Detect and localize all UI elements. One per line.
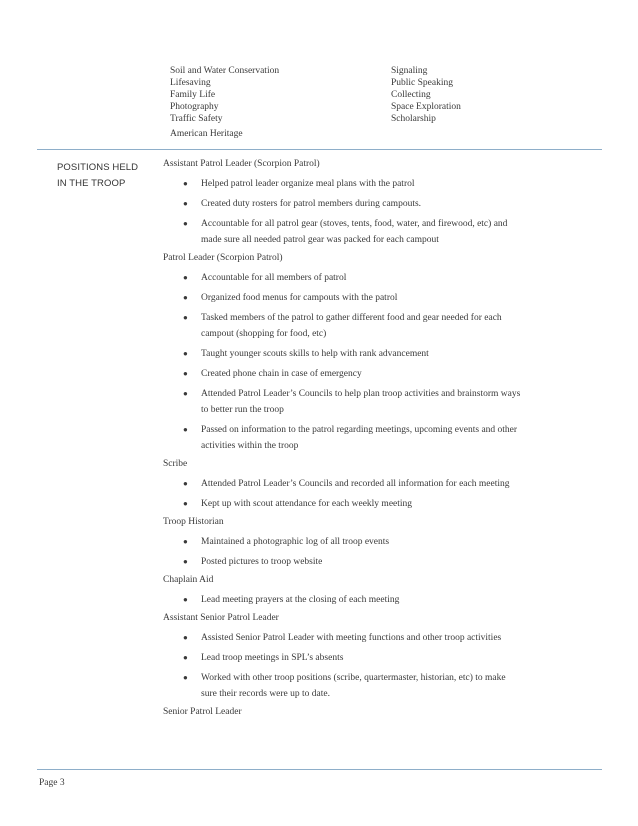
section-heading (57, 160, 138, 192)
duty-text: Assisted Senior Patrol Leader with meeting functions and other troop activities (201, 633, 502, 643)
bullet-icon: ● (183, 425, 188, 434)
position-title: Patrol Leader (Scorpion Patrol) (163, 253, 283, 263)
merit-badge-item: Photography (170, 102, 219, 112)
bullet-icon: ● (183, 633, 188, 642)
bullet-icon: ● (183, 313, 188, 322)
duty-text: Attended Patrol Leader’s Councils to help plan troop activities and brainstorm ways to better run the troop (201, 389, 521, 415)
position-entry (163, 612, 523, 702)
position-entry (163, 252, 523, 454)
merit-badge-item: Soil and Water Conservation (170, 66, 280, 76)
duty-text: Helped patrol leader organize meal plans with the patrol (201, 179, 415, 189)
duty-text: Created duty rosters for patrol members during campouts. (201, 199, 422, 209)
merit-badge-item: Collecting (391, 90, 431, 100)
duty-list-item (163, 650, 523, 666)
duty-text: Lead meeting prayers at the closing of each meeting (201, 595, 400, 605)
duty-text: Organized food menus for campouts with the patrol (201, 293, 398, 303)
duty-list-item (163, 176, 523, 192)
duty-list-item (163, 290, 523, 306)
duty-text: Tasked members of the patrol to gather different food and gear needed for each campout (shopping for food, etc) (201, 313, 502, 339)
bullet-icon: ● (183, 349, 188, 358)
duty-text: Attended Patrol Leader’s Councils and recorded all information for each meeting (201, 479, 510, 489)
position-title: Troop Historian (163, 517, 224, 527)
footer-divider (37, 769, 602, 770)
merit-badge-item: Lifesaving (170, 78, 211, 88)
duty-list-item (163, 554, 523, 570)
merit-badge-item: Family Life (170, 90, 216, 100)
bullet-icon: ● (183, 673, 188, 682)
duty-text: Accountable for all members of patrol (201, 273, 347, 283)
section-heading-line-2: IN THE TROOP (57, 178, 126, 189)
duty-list-item (163, 630, 523, 646)
duty-list-item (163, 366, 523, 382)
bullet-icon: ● (183, 389, 188, 398)
merit-badge-item: Public Speaking (391, 78, 454, 88)
positions-list (163, 158, 523, 724)
bullet-icon: ● (183, 595, 188, 604)
duty-list-item (163, 534, 523, 550)
duty-list-item (163, 592, 523, 608)
position-entry (163, 458, 523, 512)
position-entry (163, 706, 523, 718)
page-number: Page 3 (39, 778, 65, 788)
position-title: Assistant Senior Patrol Leader (163, 613, 279, 623)
duty-text: Taught younger scouts skills to help with rank advancement (201, 349, 429, 359)
duty-list-item (163, 216, 523, 248)
merit-badge-item: Traffic Safety (170, 114, 223, 124)
bullet-icon: ● (183, 653, 188, 662)
duty-list-item (163, 196, 523, 212)
duty-list-item (163, 496, 523, 512)
duty-text: Lead troop meetings in SPL’s absents (201, 653, 344, 663)
bullet-icon: ● (183, 369, 188, 378)
duty-text: Kept up with scout attendance for each weekly meeting (201, 499, 413, 509)
duty-text: Accountable for all patrol gear (stoves, tents, food, water, and firewood, etc) and made sure all needed patrol gear was packed for each campout (201, 219, 508, 245)
position-title: Chaplain Aid (163, 575, 214, 585)
duty-list-item (163, 386, 523, 418)
duty-list-item (163, 346, 523, 362)
bullet-icon: ● (183, 537, 188, 546)
bullet-icon: ● (183, 179, 188, 188)
duty-text: Created phone chain in case of emergency (201, 369, 362, 379)
merit-badge-item: Signaling (391, 66, 428, 76)
duty-text: Posted pictures to troop website (201, 557, 323, 567)
bullet-icon: ● (183, 499, 188, 508)
bullet-icon: ● (183, 557, 188, 566)
bullet-icon: ● (183, 293, 188, 302)
bullet-icon: ● (183, 479, 188, 488)
duty-text: Maintained a photographic log of all troop events (201, 537, 390, 547)
merit-badges-right-column (391, 65, 461, 125)
bullet-icon: ● (183, 273, 188, 282)
position-title: Scribe (163, 459, 188, 469)
bullet-icon: ● (183, 199, 188, 208)
section-divider-top (37, 149, 602, 150)
duty-list-item (163, 270, 523, 286)
bullet-icon: ● (183, 219, 188, 228)
position-entry (163, 574, 523, 608)
position-entry (163, 516, 523, 570)
position-entry (163, 158, 523, 248)
merit-badge-item: Space Exploration (391, 102, 461, 112)
merit-badge-item: Scholarship (391, 114, 436, 124)
merit-badge-item: American Heritage (170, 129, 243, 139)
duty-text: Passed on information to the patrol regarding meetings, upcoming events and other activities within the troop (201, 425, 518, 451)
position-title: Senior Patrol Leader (163, 707, 242, 717)
merit-badges-left-column (170, 65, 279, 140)
section-heading-line-1: POSITIONS HELD (57, 162, 139, 173)
duty-list-item (163, 476, 523, 492)
duty-list-item (163, 422, 523, 454)
duty-text: Worked with other troop positions (scribe, quartermaster, historian, etc) to make sure their records were up to date. (201, 673, 506, 699)
position-title: Assistant Patrol Leader (Scorpion Patrol) (163, 159, 320, 169)
duty-list-item (163, 670, 523, 702)
duty-list-item (163, 310, 523, 342)
